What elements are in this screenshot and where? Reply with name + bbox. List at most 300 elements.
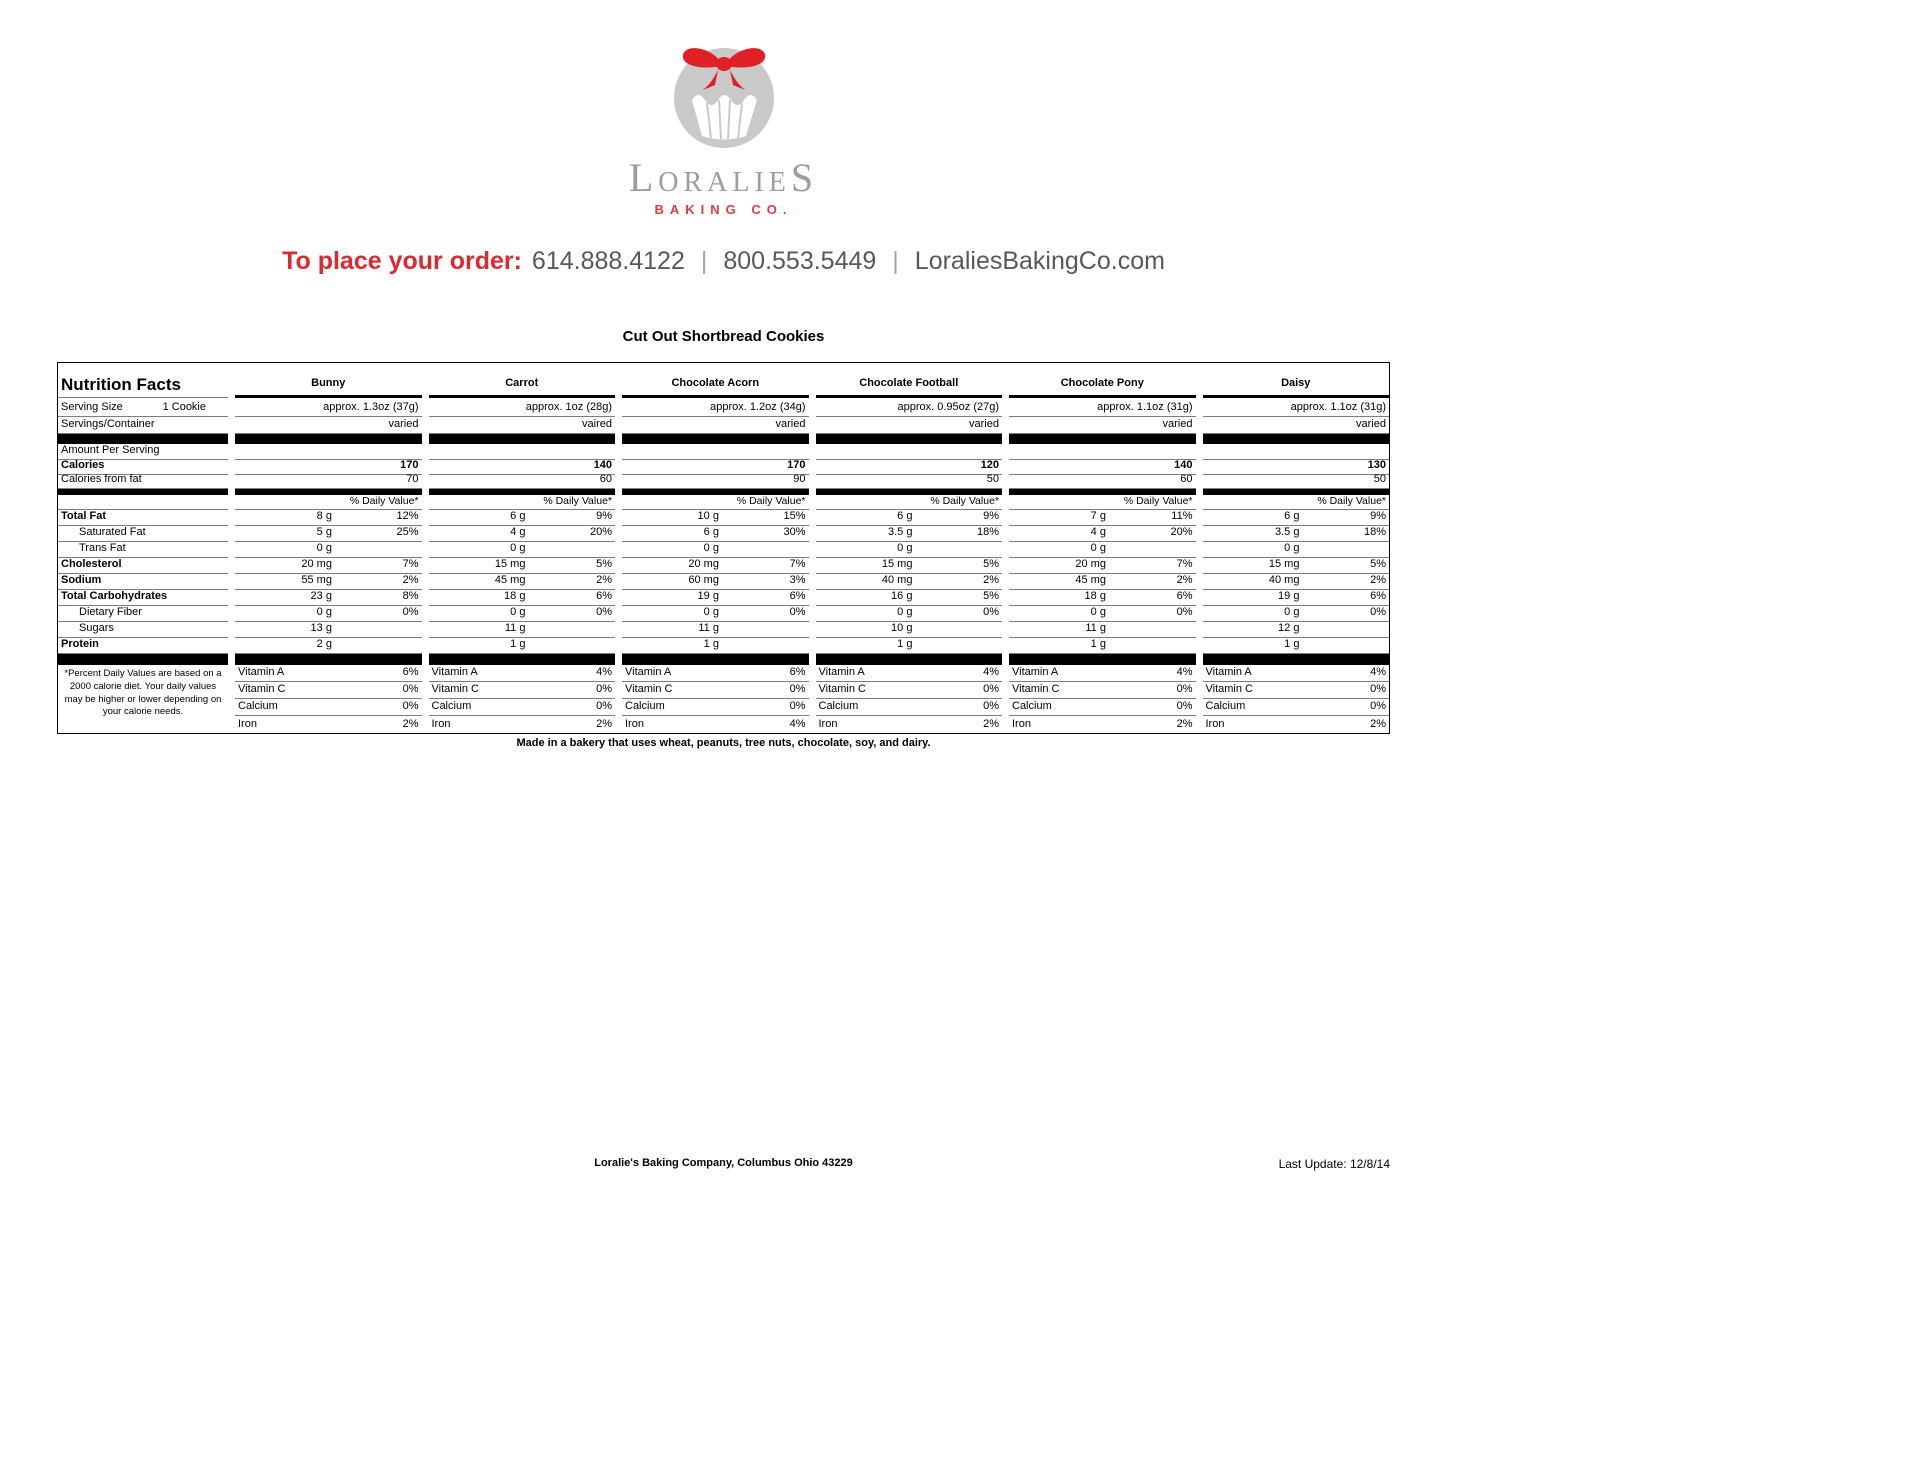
total-fat-cell: [1203, 510, 1390, 526]
sugars-amount: 11 g: [698, 622, 719, 634]
iron-label: Iron: [625, 718, 644, 730]
calcium-label: Calcium: [818, 700, 859, 712]
total-carbohydrates-dv: 6%: [1176, 590, 1193, 602]
sugars-cell: [1009, 622, 1196, 638]
trans-fat-amount: 0 g: [1284, 542, 1300, 554]
sodium-dv: 2%: [1370, 574, 1386, 586]
calories-from-fat-cell: [622, 475, 809, 489]
product-column: [1009, 363, 1196, 733]
sugars-cell: [235, 622, 422, 638]
total-fat-amount: 6 g: [510, 510, 526, 522]
calories-value: 140: [593, 459, 612, 471]
divider-pipe: |: [892, 247, 899, 275]
saturated-fat-dv: 30%: [783, 526, 806, 538]
dietary-fiber-amount: 0 g: [703, 606, 719, 618]
total-carbohydrates-dv: 6%: [1370, 590, 1386, 602]
vitamin-a-label: Vitamin A: [1205, 666, 1252, 678]
product-column: [235, 363, 422, 733]
daily-value-header: % Daily Value*: [1123, 494, 1193, 507]
servings-container-label-row: [58, 417, 228, 434]
trans-fat-cell: [1009, 542, 1196, 558]
calcium-cell: [235, 699, 422, 716]
servings-cell: [816, 417, 1003, 434]
vitamin-a-label: Vitamin A: [431, 666, 478, 678]
dietary-fiber-dv: 0%: [402, 606, 419, 618]
calories-from-fat-label: Calories from fat: [61, 473, 142, 485]
cholesterol-cell: [235, 558, 422, 574]
total-carbohydrates-amount: 23 g: [310, 590, 332, 602]
daily-value-header: % Daily Value*: [930, 494, 999, 507]
total-fat-amount: 8 g: [316, 510, 332, 522]
saturated-fat-dv: 25%: [396, 526, 419, 538]
amount-per-serving-label-row: [58, 444, 228, 460]
cholesterol-label: Cholesterol: [61, 558, 122, 570]
trans-fat-label: Trans Fat: [79, 542, 126, 554]
serving-size-cell: [429, 398, 616, 417]
vitamin-c-dv: 0%: [596, 683, 612, 695]
product-name-header: Daisy: [1203, 363, 1390, 398]
sugars-cell: [1203, 622, 1390, 638]
dietary-fiber-label-row: [58, 606, 228, 622]
page-footer: [57, 1157, 1390, 1175]
sodium-amount: 45 mg: [1075, 574, 1106, 586]
total-fat-dv: 9%: [983, 510, 999, 522]
protein-label: Protein: [61, 638, 99, 650]
serving-size-value: approx. 0.95oz (27g): [897, 401, 999, 413]
section-divider-bar: [235, 654, 422, 665]
sodium-dv: 3%: [789, 574, 806, 586]
serving-size-cell: [1009, 398, 1196, 417]
cholesterol-dv: 7%: [789, 558, 806, 570]
trans-fat-amount: 0 g: [1090, 542, 1106, 554]
total-fat-label: Total Fat: [61, 510, 107, 522]
brand-header: [57, 0, 1390, 217]
sugars-label: Sugars: [79, 622, 114, 634]
calcium-dv: 0%: [402, 700, 419, 712]
vitamin-c-cell: [816, 682, 1003, 699]
cholesterol-cell: [1203, 558, 1390, 574]
saturated-fat-amount: 3.5 g: [1275, 526, 1300, 538]
cholesterol-amount: 15 mg: [494, 558, 526, 570]
dietary-fiber-dv: 0%: [1176, 606, 1193, 618]
sodium-amount: 45 mg: [494, 574, 526, 586]
sugars-cell: [622, 622, 809, 638]
serving-size-cell: [622, 398, 809, 417]
servings-container-label: Servings/Container: [61, 418, 155, 430]
dietary-fiber-cell: [429, 606, 616, 622]
iron-label: Iron: [818, 718, 838, 730]
dietary-fiber-dv: 0%: [789, 606, 806, 618]
vitamin-c-dv: 0%: [789, 683, 806, 695]
saturated-fat-label-row: [58, 526, 228, 542]
calcium-label: Calcium: [1205, 700, 1246, 712]
order-contact-line: [57, 247, 1390, 276]
dietary-fiber-amount: 0 g: [316, 606, 332, 618]
total-fat-dv: 9%: [1370, 510, 1386, 522]
saturated-fat-dv: 20%: [589, 526, 612, 538]
iron-dv: 2%: [596, 718, 612, 730]
dietary-fiber-dv: 0%: [983, 606, 999, 618]
calories-from-fat-cell: [1203, 475, 1390, 489]
protein-amount: 1 g: [1090, 638, 1106, 650]
cholesterol-dv: 5%: [983, 558, 999, 570]
vitamin-a-cell: [235, 665, 422, 682]
company-address: Loralie's Baking Company, Columbus Ohio 43229: [594, 1157, 853, 1169]
iron-cell: [816, 716, 1003, 733]
vitamin-c-label: Vitamin C: [1012, 683, 1060, 695]
serving-size-cell: [816, 398, 1003, 417]
order-phone-1: 614.888.4122: [531, 247, 685, 275]
cholesterol-dv: 5%: [596, 558, 612, 570]
sugars-amount: 13 g: [310, 622, 332, 634]
brand-name-first-letter: L: [628, 155, 659, 200]
calories-from-fat-value: 50: [1373, 473, 1386, 485]
sodium-label-row: [58, 574, 228, 590]
total-fat-label-row: [58, 510, 228, 526]
sodium-dv: 2%: [402, 574, 419, 586]
dietary-fiber-cell: [235, 606, 422, 622]
daily-value-spacer-row: [58, 495, 228, 510]
vitamin-a-cell: [1009, 665, 1196, 682]
serving-size-label-row: [58, 398, 228, 417]
cholesterol-dv: 7%: [1176, 558, 1193, 570]
section-divider-bar: [1009, 434, 1196, 444]
total-carbohydrates-amount: 18 g: [1084, 590, 1106, 602]
sugars-cell: [429, 622, 616, 638]
sodium-cell: [622, 574, 809, 590]
calcium-label: Calcium: [238, 700, 278, 712]
section-divider-bar: [58, 434, 228, 444]
iron-dv: 4%: [789, 718, 806, 730]
page-content: [57, 0, 1390, 1175]
cupcake-bow-icon: [659, 38, 789, 150]
iron-dv: 2%: [402, 718, 419, 730]
saturated-fat-dv: 18%: [976, 526, 999, 538]
vitamin-c-dv: 0%: [402, 683, 419, 695]
product-column: [1203, 363, 1390, 733]
saturated-fat-dv: 18%: [1363, 526, 1386, 538]
total-fat-amount: 6 g: [1284, 510, 1300, 522]
table-title: Nutrition Facts: [58, 363, 228, 398]
order-website: LoraliesBakingCo.com: [914, 247, 1165, 275]
product-name-header: Carrot: [429, 363, 616, 398]
cholesterol-amount: 20 mg: [301, 558, 332, 570]
calories-from-fat-value: 60: [599, 473, 612, 485]
vitamin-c-label: Vitamin C: [1205, 683, 1253, 695]
calories-cell: [816, 460, 1003, 475]
protein-amount: 1 g: [510, 638, 526, 650]
vitamin-c-dv: 0%: [1370, 683, 1386, 695]
protein-cell: [429, 638, 616, 654]
iron-label: Iron: [1205, 718, 1225, 730]
saturated-fat-amount: 4 g: [510, 526, 526, 538]
total-carbohydrates-dv: 8%: [402, 590, 419, 602]
amount-per-serving-spacer: [1203, 444, 1390, 460]
daily-value-header: % Daily Value*: [1317, 494, 1386, 507]
protein-cell: [816, 638, 1003, 654]
total-carbohydrates-cell: [816, 590, 1003, 606]
daily-value-header-cell: [622, 495, 809, 510]
protein-cell: [622, 638, 809, 654]
sodium-cell: [1009, 574, 1196, 590]
last-update: Last Update: 12/8/14: [1278, 1157, 1390, 1171]
section-divider-bar: [429, 654, 616, 665]
vitamin-c-cell: [429, 682, 616, 699]
total-carbohydrates-cell: [622, 590, 809, 606]
sugars-cell: [816, 622, 1003, 638]
sodium-dv: 2%: [596, 574, 612, 586]
servings-value: varied: [775, 418, 806, 430]
amount-per-serving-spacer: [235, 444, 422, 460]
calories-cell: [1203, 460, 1390, 475]
sugars-amount: 10 g: [891, 622, 913, 634]
iron-label: Iron: [431, 718, 451, 730]
total-fat-amount: 6 g: [897, 510, 913, 522]
section-divider-bar: [816, 434, 1003, 444]
divider-pipe: |: [700, 247, 708, 275]
total-fat-cell: [622, 510, 809, 526]
trans-fat-cell: [622, 542, 809, 558]
trans-fat-cell: [816, 542, 1003, 558]
vitamin-a-label: Vitamin A: [1012, 666, 1059, 678]
sodium-amount: 40 mg: [1268, 574, 1300, 586]
product-column: [816, 363, 1003, 733]
calcium-dv: 0%: [1176, 700, 1193, 712]
allergen-note: Made in a bakery that uses wheat, peanuts, tree nuts, chocolate, soy, and dairy.: [516, 737, 931, 749]
calcium-cell: [1203, 699, 1390, 716]
calories-cell: [1009, 460, 1196, 475]
saturated-fat-amount: 5 g: [316, 526, 332, 538]
calories-value: 140: [1174, 459, 1193, 471]
brand-name-last-letter: S: [790, 155, 819, 200]
nutrition-facts-table: [57, 362, 1390, 734]
daily-value-header-cell: [235, 495, 422, 510]
product-name-header: Chocolate Pony: [1009, 363, 1196, 398]
vitamin-a-dv: 4%: [596, 666, 612, 678]
total-fat-dv: 15%: [783, 510, 806, 522]
total-fat-cell: [1009, 510, 1196, 526]
vitamin-c-label: Vitamin C: [238, 683, 286, 695]
calories-from-fat-value: 70: [406, 473, 419, 485]
cholesterol-amount: 15 mg: [881, 558, 913, 570]
dietary-fiber-dv: 0%: [596, 606, 612, 618]
saturated-fat-cell: [1203, 526, 1390, 542]
section-divider-bar: [622, 434, 809, 444]
calcium-dv: 0%: [596, 700, 612, 712]
total-fat-amount: 7 g: [1090, 510, 1106, 522]
section-divider-bar: [1009, 654, 1196, 665]
cholesterol-cell: [1009, 558, 1196, 574]
dietary-fiber-amount: 0 g: [1090, 606, 1106, 618]
vitamin-a-label: Vitamin A: [238, 666, 285, 678]
calcium-cell: [622, 699, 809, 716]
protein-amount: 1 g: [897, 638, 913, 650]
total-carbohydrates-amount: 19 g: [697, 590, 719, 602]
vitamin-a-dv: 6%: [789, 666, 806, 678]
calcium-label: Calcium: [1012, 700, 1052, 712]
total-carbohydrates-cell: [429, 590, 616, 606]
serving-size-value: approx. 1.1oz (31g): [1290, 401, 1386, 413]
iron-label: Iron: [1012, 718, 1031, 730]
brand-name-middle: ORALIE: [658, 167, 791, 198]
calcium-cell: [429, 699, 616, 716]
trans-fat-amount: 0 g: [703, 542, 719, 554]
daily-value-header-cell: [1203, 495, 1390, 510]
cholesterol-dv: 5%: [1370, 558, 1386, 570]
calories-value: 130: [1367, 459, 1386, 471]
servings-cell: [1009, 417, 1196, 434]
saturated-fat-cell: [235, 526, 422, 542]
serving-size-value: approx. 1.2oz (34g): [710, 401, 806, 413]
product-name-header: Bunny: [235, 363, 422, 398]
saturated-fat-amount: 6 g: [703, 526, 719, 538]
servings-cell: [622, 417, 809, 434]
order-phone-2: 800.553.5449: [723, 247, 877, 275]
product-name-header: Chocolate Football: [816, 363, 1003, 398]
total-fat-cell: [429, 510, 616, 526]
vitamin-a-dv: 4%: [983, 666, 999, 678]
dietary-fiber-amount: 0 g: [1284, 606, 1300, 618]
calcium-label: Calcium: [625, 700, 665, 712]
calcium-dv: 0%: [1370, 700, 1386, 712]
section-divider-bar: [1203, 434, 1390, 444]
serving-unit-label: 1 Cookie: [162, 401, 206, 413]
trans-fat-cell: [235, 542, 422, 558]
amount-per-serving-label: Amount Per Serving: [61, 444, 160, 456]
iron-label: Iron: [238, 718, 257, 730]
dietary-fiber-cell: [1203, 606, 1390, 622]
calcium-dv: 0%: [983, 700, 999, 712]
dietary-fiber-cell: [622, 606, 809, 622]
calories-cell: [429, 460, 616, 475]
calories-value: 120: [980, 459, 999, 471]
iron-dv: 2%: [983, 718, 999, 730]
page-title: Cut Out Shortbread Cookies: [622, 328, 825, 345]
serving-size-value: approx. 1oz (28g): [525, 401, 612, 413]
serving-size-cell: [1203, 398, 1390, 417]
vitamin-c-dv: 0%: [983, 683, 999, 695]
vitamin-c-cell: [1203, 682, 1390, 699]
vitamin-c-cell: [622, 682, 809, 699]
total-fat-dv: 11%: [1171, 510, 1193, 522]
vitamin-a-dv: 4%: [1370, 666, 1386, 678]
row-labels-column: [58, 363, 228, 733]
calcium-label: Calcium: [431, 700, 472, 712]
dietary-fiber-cell: [816, 606, 1003, 622]
cholesterol-cell: [622, 558, 809, 574]
iron-cell: [429, 716, 616, 733]
protein-cell: [1203, 638, 1390, 654]
calories-from-fat-cell: [816, 475, 1003, 489]
calories-from-fat-cell: [429, 475, 616, 489]
sodium-amount: 40 mg: [881, 574, 913, 586]
dietary-fiber-amount: 0 g: [510, 606, 526, 618]
product-name-header: Chocolate Acorn: [622, 363, 809, 398]
trans-fat-cell: [1203, 542, 1390, 558]
servings-value: varied: [1162, 418, 1193, 430]
calories-cell: [235, 460, 422, 475]
sodium-amount: 60 mg: [688, 574, 719, 586]
trans-fat-amount: 0 g: [897, 542, 913, 554]
iron-cell: [622, 716, 809, 733]
sugars-amount: 11 g: [1085, 622, 1106, 634]
total-carbohydrates-amount: 16 g: [891, 590, 913, 602]
total-carbohydrates-amount: 19 g: [1278, 590, 1300, 602]
total-carbohydrates-cell: [1009, 590, 1196, 606]
saturated-fat-dv: 20%: [1170, 526, 1193, 538]
vitamin-c-cell: [235, 682, 422, 699]
saturated-fat-amount: 4 g: [1090, 526, 1106, 538]
total-carbohydrates-cell: [235, 590, 422, 606]
calcium-cell: [816, 699, 1003, 716]
daily-value-header: % Daily Value*: [736, 494, 806, 507]
amount-per-serving-spacer: [429, 444, 616, 460]
daily-value-footnote: *Percent Daily Values are based on a 2000 calorie diet. Your daily values may be higher or lower depending on your calorie needs.: [64, 668, 222, 718]
section-divider-bar: [622, 654, 809, 665]
saturated-fat-label: Saturated Fat: [79, 526, 146, 538]
servings-value: varied: [969, 418, 999, 430]
total-fat-cell: [235, 510, 422, 526]
serving-size-cell: [235, 398, 422, 417]
total-carbohydrates-dv: 6%: [789, 590, 806, 602]
sodium-dv: 2%: [1176, 574, 1193, 586]
total-carbohydrates-label-row: [58, 590, 228, 606]
calories-value: 170: [400, 459, 419, 471]
brand-tagline: BAKING CO.: [654, 202, 793, 217]
section-divider-bar: [58, 654, 228, 665]
calories-label: Calories: [61, 459, 105, 471]
daily-value-header-cell: [816, 495, 1003, 510]
calcium-dv: 0%: [789, 700, 806, 712]
total-carbohydrates-label: Total Carbohydrates: [61, 590, 168, 602]
saturated-fat-cell: [1009, 526, 1196, 542]
sodium-label: Sodium: [61, 574, 102, 586]
vitamin-a-label: Vitamin A: [625, 666, 672, 678]
section-divider-bar: [235, 434, 422, 444]
calories-from-fat-label-row: [58, 475, 228, 489]
dietary-fiber-label: Dietary Fiber: [79, 606, 142, 618]
amount-per-serving-spacer: [622, 444, 809, 460]
sodium-dv: 2%: [983, 574, 999, 586]
calories-from-fat-value: 50: [986, 473, 999, 485]
vitamin-a-cell: [622, 665, 809, 682]
trans-fat-cell: [429, 542, 616, 558]
servings-value: vaired: [582, 418, 612, 430]
trans-fat-label-row: [58, 542, 228, 558]
serving-size-label: Serving Size: [61, 401, 123, 413]
total-fat-cell: [816, 510, 1003, 526]
protein-amount: 2 g: [316, 638, 332, 650]
trans-fat-amount: 0 g: [316, 542, 332, 554]
sodium-amount: 55 mg: [301, 574, 332, 586]
amount-per-serving-spacer: [816, 444, 1003, 460]
sugars-amount: 12 g: [1278, 622, 1300, 634]
section-divider-bar: [429, 434, 616, 444]
daily-value-header: % Daily Value*: [543, 494, 612, 507]
calcium-cell: [1009, 699, 1196, 716]
calories-from-fat-cell: [235, 475, 422, 489]
dietary-fiber-amount: 0 g: [897, 606, 913, 618]
cholesterol-cell: [429, 558, 616, 574]
sodium-cell: [816, 574, 1003, 590]
cholesterol-cell: [816, 558, 1003, 574]
vitamin-c-label: Vitamin C: [818, 683, 866, 695]
total-fat-amount: 10 g: [697, 510, 719, 522]
protein-amount: 1 g: [703, 638, 719, 650]
iron-cell: [1009, 716, 1196, 733]
amount-per-serving-spacer: [1009, 444, 1196, 460]
total-carbohydrates-cell: [1203, 590, 1390, 606]
